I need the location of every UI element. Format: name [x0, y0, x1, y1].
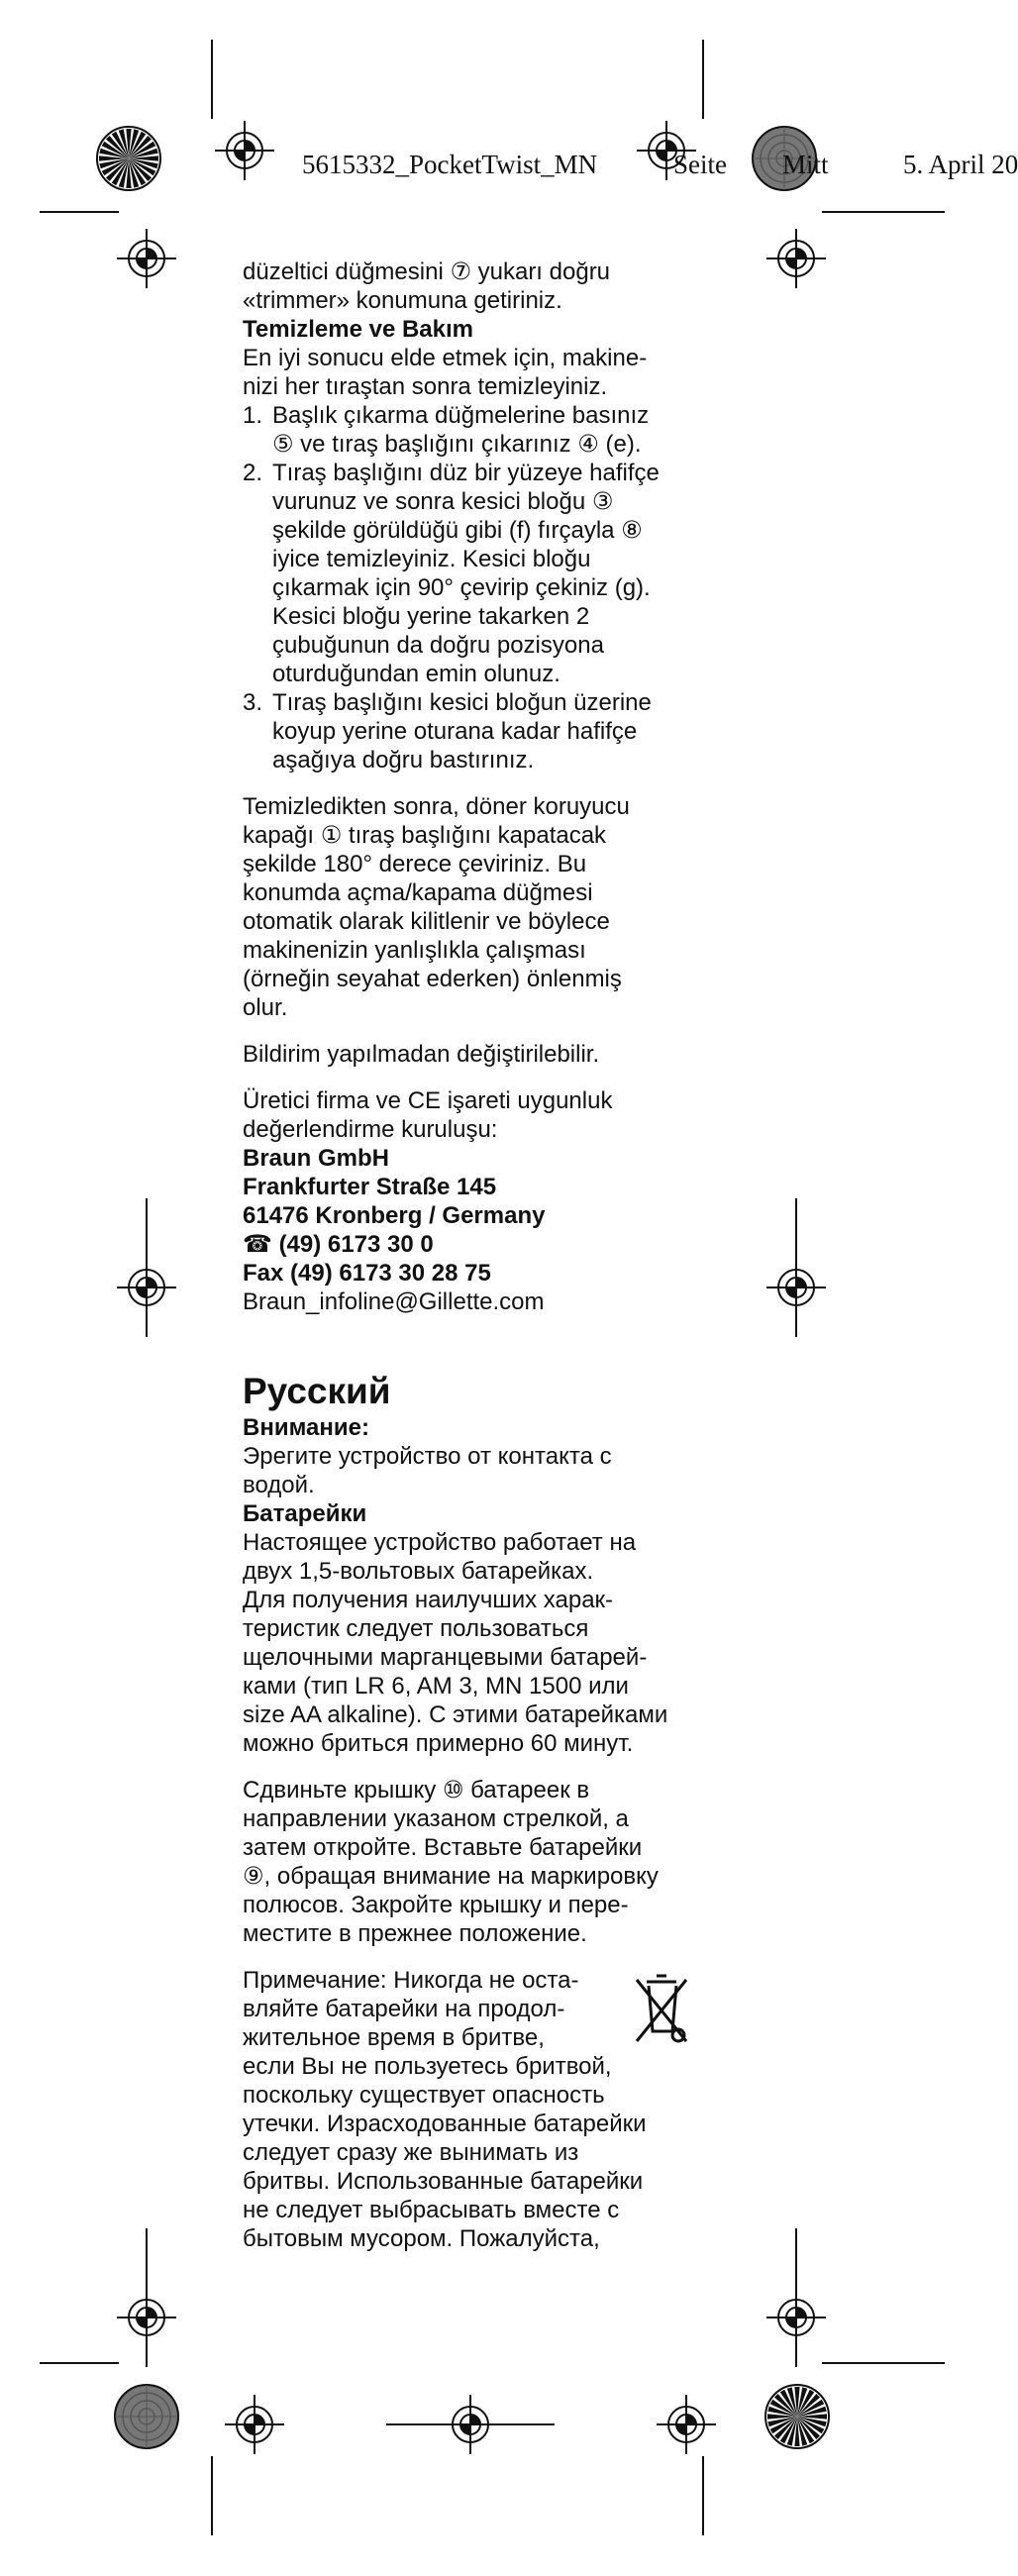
text-line: поскольку существует опасность: [243, 2082, 605, 2109]
text-line: otomatik olarak kilitlenir ve böylece: [243, 908, 610, 935]
text-line: konumda açma/kapama düğmesi: [243, 879, 593, 906]
text-line: если Вы не пользуетесь бритвой,: [243, 2053, 612, 2080]
text-line: жительное время в бритве,: [243, 2024, 545, 2051]
text-line: makinenizin yanlışlıkla çalışması: [243, 937, 586, 964]
text-line: Эрегите устройство от контакта с: [243, 1443, 612, 1470]
text-line: kapağı ① tıraş başlığını kapatacak: [243, 822, 607, 849]
manual-text-column: [243, 258, 698, 2253]
text-line: size AA alkaline). С этими батарейками: [243, 1701, 668, 1728]
text-line: водой.: [243, 1472, 315, 1498]
print-slug: [302, 147, 1018, 182]
text-line: aşağıya doğru bastırınız.: [272, 747, 535, 773]
text-line: çıkarmak için 90° çevirip çekiniz (g).: [272, 574, 651, 601]
crossed-out-wheelie-bin-icon: [631, 1970, 692, 2051]
cleaning-step: [243, 688, 698, 774]
slug-file-name: 5615332_PocketTwist_MN: [302, 150, 598, 179]
text-line: şekilde 180° derece çeviriniz. Bu: [243, 851, 587, 877]
battery-insert-text: [243, 1776, 698, 1948]
text-line: Tıraş başlığını düz bir yüzeye hafifçe: [272, 460, 660, 486]
slug-day-label: Mitt: [782, 150, 829, 179]
after-cleaning-paragraph: [243, 792, 698, 1022]
text-line: şekilde görüldüğü gibi (f) fırçayla ⑧: [272, 517, 643, 544]
step-number: 3.: [243, 689, 263, 716]
text-line: Примечание: Никогда не оста-: [243, 1967, 579, 1994]
text-line: (örneğin seyahat ederken) önlenmiş: [243, 966, 622, 992]
crosshair-circle-icon: [657, 2395, 716, 2454]
text-line: oturduğundan emin olunuz.: [272, 661, 560, 687]
text-line: Для получения наилучших харак-: [243, 1587, 614, 1613]
text-line: Tıraş başlığını kesici bloğun üzerine: [272, 689, 652, 716]
address-city: 61476 Kronberg / Germany: [243, 1202, 546, 1229]
slug-date-label: 5. April 20: [903, 150, 1018, 179]
text-line: вляйте батарейки на продол-: [243, 1996, 565, 2022]
text-line: nizi her tıraştan sonra temizleyiniz.: [243, 373, 608, 400]
text-line: Настоящее устройство работает на: [243, 1529, 637, 1556]
text-line: утечки. Израсходованные батарейки: [243, 2111, 647, 2137]
text-line: Temizledikten sonra, döner koruyucu: [243, 793, 630, 820]
language-heading: Русский: [243, 1371, 391, 1411]
text-line: теристик следует пользоваться: [243, 1615, 589, 1642]
crosshair-circle-icon: [215, 121, 274, 180]
batteries-text: [243, 1528, 698, 1758]
text-line: следует сразу же вынимать из: [243, 2139, 579, 2166]
crosshair-circle-icon: [117, 229, 176, 288]
cleaning-intro: [243, 344, 698, 401]
change-notice: Bildirim yapılmadan değiştirilebilir.: [243, 1041, 600, 1068]
battery-note: [243, 1966, 698, 2253]
crosshair-circle-icon: [117, 2288, 176, 2347]
crosshair-circle-icon: [117, 1258, 176, 1317]
cleaning-heading: Temizleme ve Bakım: [243, 316, 474, 343]
text-line: бытовым мусором. Пожалуйста,: [243, 2225, 600, 2252]
address-company: Braun GmbH: [243, 1145, 390, 1172]
text-line: ками (тип LR 6, AM 3, MN 1500 или: [243, 1673, 629, 1700]
text-line: бритвы. Использованные батарейки: [243, 2168, 644, 2195]
manufacturer-block: [243, 1086, 698, 1144]
address-fax: Fax (49) 6173 30 28 75: [243, 1260, 491, 1287]
text-line: Üretici firma ve CE işareti uygunluk: [243, 1087, 613, 1114]
crosshair-circle-icon: [766, 229, 826, 288]
crosshair-circle-icon: [766, 2288, 826, 2347]
starburst-target-icon: [765, 2385, 829, 2448]
crosshair-circle-icon: [766, 1258, 826, 1317]
slug-page-label: Seite: [673, 150, 727, 179]
text-line: Сдвиньте крышку ⑩ батареек в: [243, 1777, 590, 1803]
crosshair-circle-icon: [441, 2395, 500, 2454]
text-line: местите в прежнее положение.: [243, 1920, 587, 1947]
text-line: Başlık çıkarma düğmelerine basınız: [272, 402, 650, 429]
trimmer-instruction: [243, 258, 698, 315]
cleaning-steps: [243, 401, 698, 774]
halftone-circle-icon: [115, 2385, 178, 2448]
text-line: Kesici bloğu yerine takarken 2: [272, 603, 590, 630]
text-line: koyup yerine oturana kadar hafifçe: [272, 718, 638, 745]
text-line: çubuğunun da doğru pozisyona: [272, 632, 604, 659]
text-line: En iyi sonucu elde etmek için, makine-: [243, 345, 648, 371]
text-line: değerlendirme kuruluşu:: [243, 1116, 498, 1143]
address-email: Braun_infoline@Gillette.com: [243, 1288, 545, 1315]
step-number: 2.: [243, 460, 263, 486]
text-line: düzeltici düğmesini ⑦ yukarı doğru: [243, 258, 611, 285]
address-phone: ☎ (49) 6173 30 0: [243, 1231, 434, 1258]
step-number: 1.: [243, 402, 263, 429]
text-line: vurunuz ve sonra kesici bloğu ③: [272, 488, 614, 515]
text-line: ⑨, обращая внимание на маркировку: [243, 1863, 659, 1890]
manufacturer-address: [243, 1144, 698, 1316]
text-line: двух 1,5-вольтовых батарейках.: [243, 1558, 594, 1585]
crosshair-circle-icon: [225, 2395, 284, 2454]
cleaning-step: [243, 401, 698, 459]
text-line: olur.: [243, 994, 288, 1021]
text-line: «trimmer» konumuna getiriniz.: [243, 287, 562, 314]
text-line: щелочными марганцевыми батарей-: [243, 1644, 648, 1671]
text-line: можно бриться примерно 60 минут.: [243, 1730, 634, 1757]
address-street: Frankfurter Straße 145: [243, 1174, 497, 1200]
warning-heading: Внимание:: [243, 1414, 369, 1441]
warning-text: [243, 1442, 698, 1499]
batteries-heading: Батарейки: [243, 1500, 367, 1527]
text-line: ⑤ ve tıraş başlığını çıkarınız ④ (e).: [272, 431, 642, 458]
cleaning-step: [243, 459, 698, 688]
text-line: не следует выбрасывать вместе с: [243, 2197, 620, 2223]
text-line: направлении указаном стрелкой, а: [243, 1805, 629, 1832]
text-line: полюсов. Закройте крышку и пере-: [243, 1892, 629, 1918]
text-line: iyice temizleyiniz. Kesici bloğu: [272, 546, 591, 572]
starburst-target-icon: [97, 127, 160, 190]
text-line: затем откройте. Вставьте батарейки: [243, 1834, 643, 1861]
